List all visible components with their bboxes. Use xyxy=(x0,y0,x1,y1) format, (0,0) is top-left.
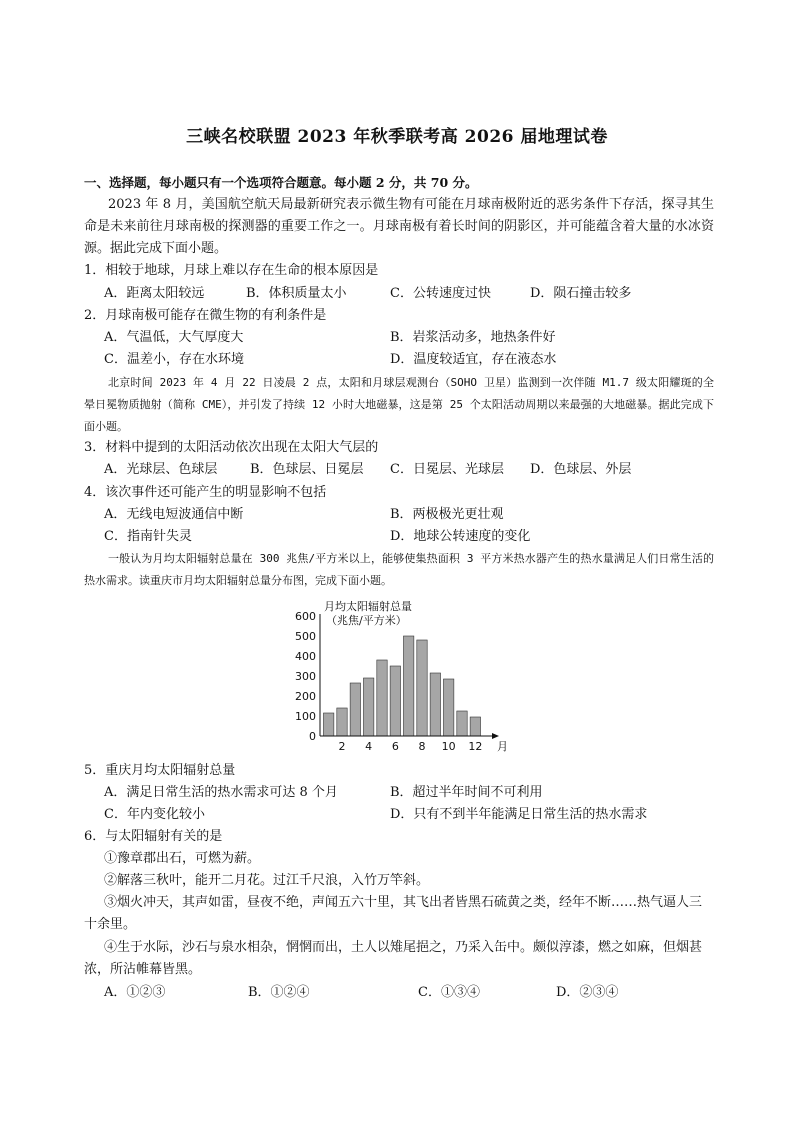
x-tick-label: 2 xyxy=(338,740,346,753)
x-tick-label: 12 xyxy=(468,740,483,753)
bar-month-3 xyxy=(350,683,360,736)
question-3-stem: 3．材料中提到的太阳活动依次出现在太阳大气层的 xyxy=(84,440,379,455)
question-1-option-d: D．陨石撞击较多 xyxy=(530,286,632,301)
bar-month-7 xyxy=(403,636,413,736)
section-heading: 一、选择题，每小题只有一个选项符合题意。每小题 2 分，共 70 分。 xyxy=(84,175,478,190)
question-3-option-a: A．光球层、色球层 xyxy=(104,462,218,477)
question-3-option-b: B．色球层、日冕层 xyxy=(250,462,364,477)
question-6-item-3: ③烟火冲天，其声如雷，昼夜不绝，声闻五六十里，其飞出者皆黑石硫黄之类，经年不断……热气逼人三十余里。 xyxy=(84,895,703,932)
chart-title: 月均太阳辐射总量 xyxy=(324,600,412,613)
question-6-stem: 6．与太阳辐射有关的是 xyxy=(84,829,223,844)
bar-month-6 xyxy=(390,666,400,736)
question-4-option-b: B．两极极光更壮观 xyxy=(390,507,504,522)
bar-month-12 xyxy=(470,717,480,736)
chart-x-axis-arrow xyxy=(492,733,499,739)
question-4-option-a: A．无线电短波通信中断 xyxy=(104,507,244,522)
x-tick-label: 6 xyxy=(391,740,399,753)
question-5-option-c: C．年内变化较小 xyxy=(104,807,205,822)
page-title: 三峡名校联盟 2023 年秋季联考高 2026 届地理试卷 xyxy=(186,127,608,147)
bar-month-8 xyxy=(417,640,427,736)
bar-month-4 xyxy=(363,678,373,736)
question-6-item-4: ④生于水际，沙石与泉水相杂，惘惘而出，土人以雉尾挹之，乃采入缶中。颇似淳漆，燃之如麻，但烟甚浓，所沾帷幕皆黑。 xyxy=(84,940,703,977)
question-6-option-b: B．①②④ xyxy=(248,985,310,1000)
bar-month-10 xyxy=(443,679,453,736)
y-tick-label: 0 xyxy=(309,730,316,743)
question-4-stem: 4．该次事件还可能产生的明显影响不包括 xyxy=(84,485,327,500)
question-3-option-d: D．色球层、外层 xyxy=(530,462,632,477)
y-tick-label: 100 xyxy=(295,710,316,723)
bar-month-1 xyxy=(323,713,333,736)
y-tick-label: 400 xyxy=(295,650,316,663)
question-5-option-b: B．超过半年时间不可利用 xyxy=(390,785,543,800)
question-6-item-1: ①豫章郡出石，可燃为薪。 xyxy=(104,851,261,866)
question-6-item-2: ②解落三秋叶，能开二月花。过江千尺浪，入竹万竿斜。 xyxy=(104,873,430,888)
question-1-option-c: C．公转速度过快 xyxy=(390,286,491,301)
bar-month-2 xyxy=(337,708,347,736)
question-4-option-c: C．指南针失灵 xyxy=(104,529,192,544)
y-tick-label: 500 xyxy=(295,630,316,643)
question-4-option-d: D．地球公转速度的变化 xyxy=(390,529,531,544)
question-2-option-d: D．温度较适宜，存在液态水 xyxy=(390,352,557,367)
question-5-option-a: A．满足日常生活的热水需求可达 8 个月 xyxy=(104,785,338,800)
chart-unit: （兆焦/平方米） xyxy=(326,614,407,627)
question-2-option-c: C．温差小，存在水环境 xyxy=(104,352,244,367)
question-1-stem: 1．相较于地球，月球上难以存在生命的根本原因是 xyxy=(84,263,379,278)
material-1: 2023 年 8 月，美国航空航天局最新研究表示微生物有可能在月球南极附近的恶劣条件下存活，探寻其生命是未来前往月球南极的探测器的重要工作之一。月球南极有着长时间的阴影区，并可能蕴含着大量的水冰资源。据此完成下面小题。 xyxy=(84,197,714,256)
y-tick-label: 200 xyxy=(295,690,316,703)
material-3: 一般认为月均太阳辐射总量在 300 兆焦/平方米以上，能够使集热面积 3 平方米热水器产生的热水量满足人们日常生活的热水需求。读重庆市月均太阳辐射总量分布图，完成下面小题。 xyxy=(84,552,714,587)
question-1-option-b: B．体积质量太小 xyxy=(246,286,347,301)
question-6-option-c: C．①③④ xyxy=(418,985,480,1000)
bar-month-11 xyxy=(457,711,467,736)
x-tick-label: 4 xyxy=(365,740,373,753)
solar-radiation-chart xyxy=(290,598,510,758)
bar-month-5 xyxy=(377,660,387,736)
chart-x-label: 月 xyxy=(497,740,508,753)
question-2-stem: 2．月球南极可能存在微生物的有利条件是 xyxy=(84,308,327,323)
x-tick-label: 8 xyxy=(418,740,426,753)
question-3-option-c: C．日冕层、光球层 xyxy=(390,462,504,477)
bar-month-9 xyxy=(430,673,440,736)
material-2: 北京时间 2023 年 4 月 22 日凌晨 2 点，太阳和月球层观测台（SOHO 卫星）监测到一次伴随 M1.7 级太阳耀斑的全晕日冕物质抛射（简称 CME），并引发了持续 12 小时大地磁暴，这是第 25 个太阳活动周期以来最强的大地磁暴。据此完成下面小题。 xyxy=(84,376,714,433)
question-2-option-a: A．气温低，大气厚度大 xyxy=(104,330,244,345)
y-tick-label: 300 xyxy=(295,670,316,683)
question-1-option-a: A．距离太阳较远 xyxy=(104,286,205,301)
question-5-option-d: D．只有不到半年能满足日常生活的热水需求 xyxy=(390,807,648,822)
question-2-option-b: B．岩浆活动多，地热条件好 xyxy=(390,330,556,345)
question-5-stem: 5．重庆月均太阳辐射总量 xyxy=(84,763,236,778)
question-6-option-d: D．②③④ xyxy=(556,985,619,1000)
y-tick-label: 600 xyxy=(295,610,316,623)
x-tick-label: 10 xyxy=(441,740,456,753)
question-6-option-a: A．①②③ xyxy=(104,985,166,1000)
